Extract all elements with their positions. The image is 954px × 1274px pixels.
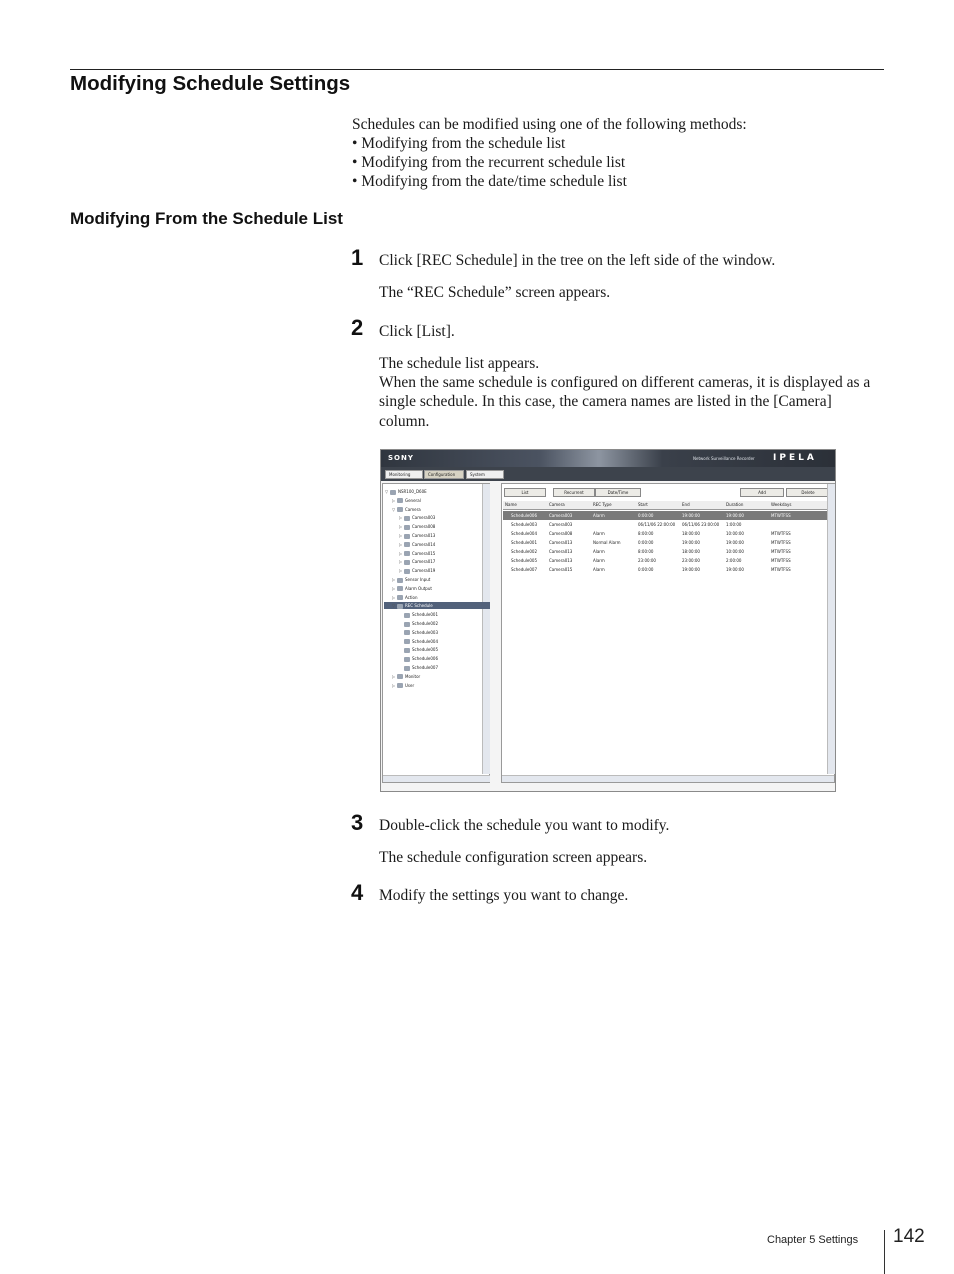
section-title: Modifying Schedule Settings bbox=[70, 72, 351, 95]
step-number: 2 bbox=[351, 315, 364, 340]
table-cell: Camera013 bbox=[549, 540, 573, 545]
settings-tree bbox=[382, 483, 490, 783]
node-icon bbox=[404, 630, 410, 635]
column-header[interactable]: Duration bbox=[726, 502, 744, 507]
table-cell: 06/11/06 22:00:00 bbox=[638, 522, 676, 527]
tree-item-label: REC Schedule bbox=[405, 603, 433, 609]
step-result: The schedule configuration screen appears. bbox=[379, 849, 648, 866]
expand-toggle-icon[interactable]: ▷ bbox=[399, 533, 403, 538]
tree-item[interactable] bbox=[399, 629, 438, 636]
table-cell: Schedule003 bbox=[511, 522, 538, 527]
expand-toggle-icon[interactable]: ▷ bbox=[399, 524, 403, 530]
tree-item-label: Schedule003 bbox=[412, 629, 439, 635]
tree-item[interactable] bbox=[392, 585, 432, 592]
step-instruction: Modify the settings you want to change. bbox=[379, 887, 629, 904]
tree-item-label: Schedule002 bbox=[412, 621, 439, 626]
node-icon bbox=[404, 569, 410, 574]
table-cell: 10:00:00 bbox=[726, 531, 744, 536]
expand-toggle-icon[interactable]: ▷ bbox=[399, 568, 403, 574]
table-cell: Schedule005 bbox=[511, 558, 538, 563]
intro-lead: Schedules can be modified using one of the following methods: bbox=[352, 116, 747, 133]
tree-item-label: Schedule001 bbox=[412, 612, 439, 618]
list-button[interactable]: List bbox=[504, 488, 546, 497]
table-row[interactable] bbox=[503, 556, 827, 565]
table-cell: 19:00:00 bbox=[726, 567, 744, 572]
table-cell: Schedule002 bbox=[511, 549, 538, 554]
tree-item-label: Camera019 bbox=[412, 568, 436, 574]
tab-configuration[interactable]: Configuration bbox=[424, 470, 464, 479]
expand-toggle-icon[interactable]: ▷ bbox=[392, 594, 396, 600]
tree-item-label: Schedule005 bbox=[412, 647, 439, 653]
table-cell: Alarm bbox=[593, 567, 605, 572]
tree-item-label: Schedule004 bbox=[412, 638, 439, 644]
footer-rule bbox=[884, 1230, 885, 1274]
nsr-screenshot bbox=[380, 449, 836, 792]
tree-item-label: Schedule006 bbox=[412, 656, 439, 662]
tree-item-label: Sensor Input bbox=[405, 577, 431, 582]
tree-item[interactable] bbox=[392, 576, 430, 583]
app-banner bbox=[381, 450, 835, 467]
sony-logo: SONY bbox=[388, 454, 414, 462]
node-icon bbox=[397, 507, 403, 512]
table-row[interactable] bbox=[503, 520, 827, 529]
tree-item[interactable] bbox=[384, 602, 490, 609]
table-row[interactable] bbox=[503, 511, 827, 520]
schedule-panel bbox=[501, 483, 835, 783]
tree-item[interactable] bbox=[399, 611, 438, 618]
expand-toggle-icon[interactable]: ▷ bbox=[392, 577, 396, 582]
tree-item[interactable] bbox=[399, 558, 435, 565]
table-cell: MTWTFSS bbox=[771, 540, 791, 545]
expand-toggle-icon[interactable]: ▽ bbox=[392, 506, 396, 512]
table-cell: Schedule007 bbox=[511, 567, 538, 572]
step-number: 4 bbox=[351, 880, 364, 905]
tree-item-label: Camera013 bbox=[412, 533, 436, 538]
tree-item-label: Camera008 bbox=[412, 524, 436, 530]
tree-item-label: Alarm Output bbox=[405, 585, 432, 591]
node-icon bbox=[404, 534, 410, 539]
node-icon bbox=[397, 604, 403, 609]
table-cell: 19:00:00 bbox=[726, 540, 744, 545]
expand-toggle-icon[interactable]: ▷ bbox=[392, 682, 396, 688]
table-cell: 23:00:00 bbox=[638, 558, 656, 563]
node-icon bbox=[404, 648, 410, 653]
expand-toggle-icon[interactable]: ▷ bbox=[399, 515, 403, 521]
product-line: Network Surveillance Recorder bbox=[693, 456, 755, 461]
delete-button[interactable]: Delete bbox=[786, 488, 830, 497]
intro-bullet: • Modifying from the date/time schedule list bbox=[352, 173, 627, 190]
intro-bullet: • Modifying from the recurrent schedule list bbox=[352, 154, 626, 171]
table-cell: 0:00:00 bbox=[638, 513, 654, 518]
tree-item-label: Action bbox=[405, 594, 418, 600]
tree-item-label: Monitor bbox=[405, 673, 421, 679]
table-cell: Schedule001 bbox=[511, 540, 538, 545]
table-cell: Alarm bbox=[593, 549, 605, 554]
table-cell: Alarm bbox=[593, 531, 605, 536]
table-cell: 18:00:00 bbox=[682, 549, 700, 554]
table-cell: Camera013 bbox=[549, 558, 573, 563]
step-instruction: Click [List]. bbox=[379, 323, 455, 340]
page-number: 142 bbox=[893, 1226, 925, 1247]
table-row[interactable] bbox=[503, 565, 827, 574]
table-cell: Camera003 bbox=[549, 513, 573, 518]
table-cell: Alarm bbox=[593, 558, 605, 563]
node-icon bbox=[404, 613, 410, 618]
tree-item-label: Camera003 bbox=[412, 515, 436, 521]
expand-toggle-icon[interactable]: ▽ bbox=[392, 603, 396, 609]
table-cell: 0:00:00 bbox=[638, 567, 654, 572]
tree-item[interactable] bbox=[399, 541, 435, 548]
tab-monitoring[interactable]: Monitoring bbox=[385, 470, 423, 479]
node-icon bbox=[397, 683, 403, 688]
step-instruction: Click [REC Schedule] in the tree on the left side of the window. bbox=[379, 252, 776, 269]
expand-toggle-icon[interactable]: ▷ bbox=[392, 585, 396, 591]
table-cell: MTWTFSS bbox=[771, 513, 791, 518]
tab-system[interactable]: System bbox=[466, 470, 504, 479]
tree-item[interactable] bbox=[392, 682, 414, 689]
tree-item[interactable] bbox=[385, 488, 427, 495]
add-button[interactable]: Add bbox=[740, 488, 784, 497]
node-icon bbox=[397, 595, 403, 600]
column-header[interactable]: End bbox=[682, 502, 690, 507]
column-header[interactable]: Weekdays bbox=[771, 502, 792, 507]
table-cell: Camera013 bbox=[549, 549, 573, 554]
step-number: 1 bbox=[351, 245, 364, 270]
node-icon bbox=[397, 578, 403, 583]
table-cell: Camera015 bbox=[549, 567, 573, 572]
intro bbox=[352, 115, 882, 191]
tree-item[interactable] bbox=[399, 523, 435, 530]
node-icon bbox=[390, 490, 396, 495]
node-icon bbox=[397, 498, 403, 503]
tree-item[interactable] bbox=[399, 655, 438, 662]
table-hscrollbar[interactable] bbox=[502, 775, 834, 782]
table-cell: 06/11/06 23:00:00 bbox=[682, 522, 720, 527]
node-icon bbox=[404, 551, 410, 556]
tree-scrollbar[interactable] bbox=[482, 484, 490, 774]
tree-item[interactable] bbox=[392, 673, 420, 680]
tree-item-label: Schedule007 bbox=[412, 665, 439, 670]
table-cell: Schedule004 bbox=[511, 531, 538, 536]
table-cell: 0:00:00 bbox=[638, 540, 654, 545]
ipela-logo: IPELA bbox=[773, 453, 817, 463]
tree-item[interactable] bbox=[392, 506, 421, 513]
step-result: When the same schedule is configured on different cameras, it is displayed as a single schedule. In this case, the camera names are listed in the [Camera] column. bbox=[379, 374, 871, 430]
expand-toggle-icon[interactable]: ▷ bbox=[392, 497, 396, 503]
step-result: The “REC Schedule” screen appears. bbox=[379, 284, 611, 301]
column-header[interactable]: Start bbox=[638, 502, 648, 507]
tree-item-label: Camera bbox=[405, 506, 421, 512]
expand-toggle-icon[interactable]: ▷ bbox=[399, 550, 403, 556]
tree-item[interactable] bbox=[392, 594, 418, 601]
schedule-table-header bbox=[503, 501, 827, 510]
node-icon bbox=[397, 674, 403, 679]
node-icon bbox=[404, 542, 410, 547]
table-cell: MTWTFSS bbox=[771, 558, 791, 563]
step-instruction: Double-click the schedule you want to modify. bbox=[379, 817, 670, 834]
node-icon bbox=[404, 560, 410, 565]
table-scrollbar[interactable] bbox=[827, 484, 835, 774]
node-icon bbox=[404, 657, 410, 662]
tree-item[interactable] bbox=[399, 514, 435, 521]
tree-item-label: General bbox=[405, 497, 421, 503]
table-cell: MTWTFSS bbox=[771, 531, 791, 536]
step-number: 3 bbox=[351, 810, 364, 835]
expand-toggle-icon[interactable]: ▷ bbox=[399, 541, 403, 547]
node-icon bbox=[404, 525, 410, 530]
recurrent-button[interactable]: Recurrent bbox=[553, 488, 595, 497]
tree-item[interactable] bbox=[392, 497, 421, 504]
table-cell: 19:00:00 bbox=[682, 567, 700, 572]
table-cell: Camera008 bbox=[549, 531, 573, 536]
table-cell: 23:00:00 bbox=[682, 558, 700, 563]
tree-item-label: Camera014 bbox=[412, 541, 436, 547]
tree-item[interactable] bbox=[399, 532, 435, 539]
table-cell: 19:00:00 bbox=[682, 513, 700, 518]
tree-item-label: Camera015 bbox=[412, 550, 436, 556]
table-cell: 18:00:00 bbox=[682, 531, 700, 536]
tree-item-label: NSR100_D60E bbox=[398, 489, 427, 494]
table-cell: Alarm bbox=[593, 513, 605, 518]
intro-bullet: • Modifying from the schedule list bbox=[352, 135, 566, 152]
tree-hscrollbar[interactable] bbox=[383, 775, 490, 782]
tree-item-label: User bbox=[405, 682, 415, 688]
table-cell: Schedule006 bbox=[511, 513, 538, 518]
tree-item[interactable] bbox=[399, 620, 438, 627]
table-cell: 8:00:00 bbox=[638, 531, 654, 536]
table-cell: 10:00:00 bbox=[726, 549, 744, 554]
table-cell: MTWTFSS bbox=[771, 549, 791, 554]
table-cell: 19:00:00 bbox=[726, 513, 744, 518]
column-header[interactable]: REC Type bbox=[593, 502, 612, 507]
datetime-button[interactable]: Date/Time bbox=[595, 488, 641, 497]
table-row[interactable] bbox=[503, 547, 827, 556]
table-row[interactable] bbox=[503, 529, 827, 538]
tree-item-label: Camera017 bbox=[412, 559, 436, 565]
subsection-title: Modifying From the Schedule List bbox=[70, 209, 343, 228]
column-header[interactable]: Camera bbox=[549, 502, 565, 507]
table-cell: Normal Alarm bbox=[593, 540, 621, 545]
table-cell: 1:00:00 bbox=[726, 522, 742, 527]
tree-item[interactable] bbox=[399, 638, 438, 645]
tree-item[interactable] bbox=[399, 567, 435, 574]
node-icon bbox=[404, 639, 410, 644]
expand-toggle-icon[interactable]: ▷ bbox=[392, 673, 396, 679]
table-cell: 19:00:00 bbox=[682, 540, 700, 545]
table-cell: MTWTFSS bbox=[771, 567, 791, 572]
table-cell: 8:00:00 bbox=[638, 549, 654, 554]
step-result: The schedule list appears. bbox=[379, 355, 540, 372]
node-icon bbox=[404, 622, 410, 627]
expand-toggle-icon[interactable]: ▷ bbox=[399, 559, 403, 565]
node-icon bbox=[397, 586, 403, 591]
table-cell: 2:00:00 bbox=[726, 558, 742, 563]
table-cell: Camera003 bbox=[549, 522, 573, 527]
node-icon bbox=[404, 516, 410, 521]
table-row[interactable] bbox=[503, 538, 827, 547]
chapter-label: Chapter 5 Settings bbox=[767, 1234, 859, 1246]
tree-item[interactable] bbox=[399, 646, 438, 653]
expand-toggle-icon[interactable]: ▽ bbox=[385, 489, 389, 494]
top-rule bbox=[70, 69, 884, 70]
node-icon bbox=[404, 666, 410, 671]
tree-item[interactable] bbox=[399, 550, 435, 557]
tree-item[interactable] bbox=[399, 664, 438, 671]
column-header[interactable]: Name bbox=[505, 502, 517, 507]
